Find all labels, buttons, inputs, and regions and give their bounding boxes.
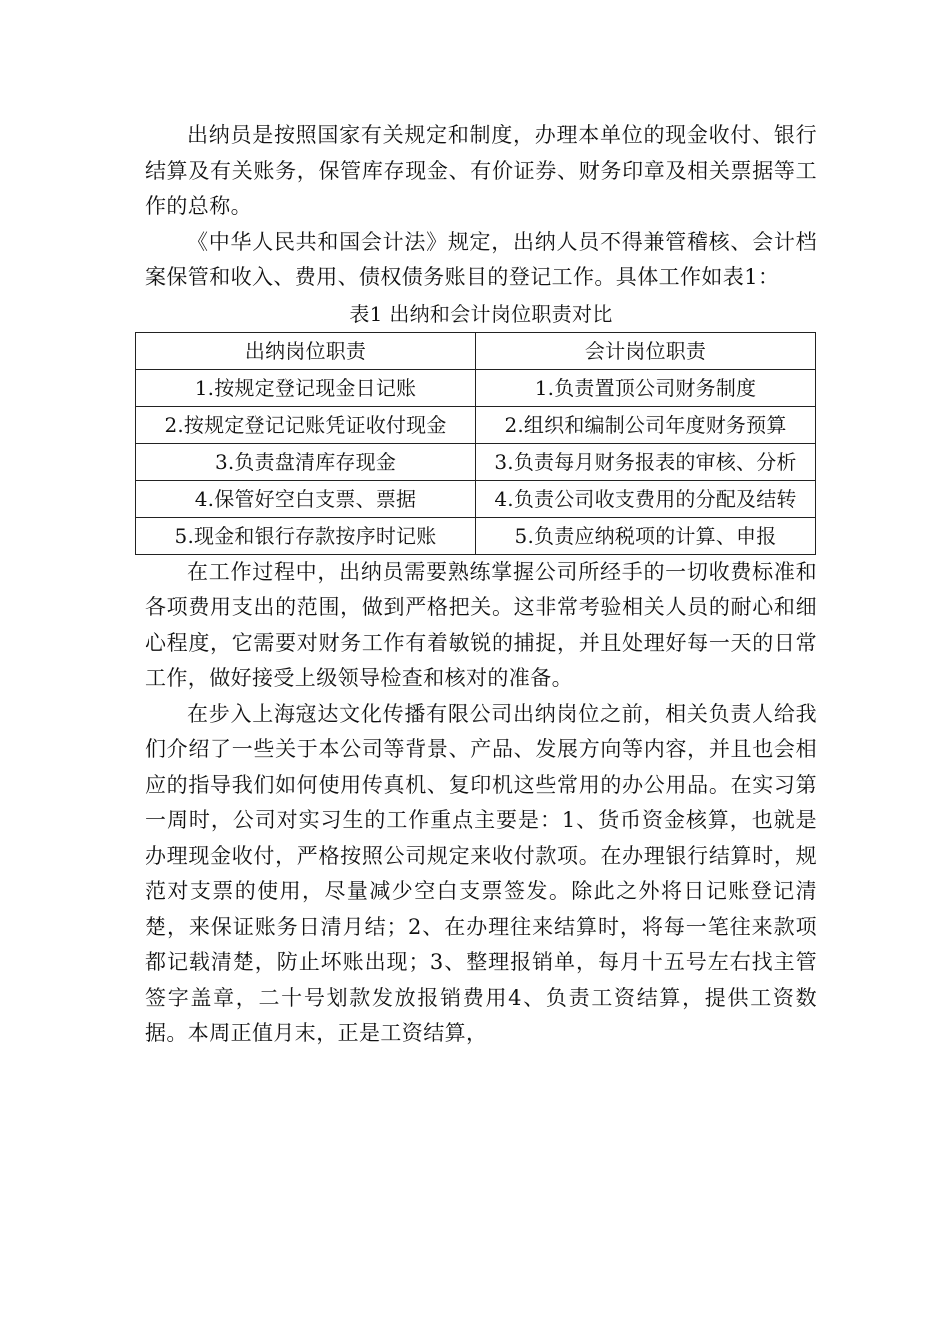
duty-comparison-table (135, 332, 816, 555)
cashier-duty-cell: 2.按规定登记记账凭证收付现金 (136, 406, 476, 443)
table-row (136, 517, 816, 554)
accountant-duty-cell: 4.负责公司收支费用的分配及结转 (476, 480, 816, 517)
cashier-duty-cell: 5.现金和银行存款按序时记账 (136, 517, 476, 554)
accountant-duty-cell: 1.负责置顶公司财务制度 (476, 369, 816, 406)
table-row (136, 369, 816, 406)
cashier-duty-cell: 4.保管好空白支票、票据 (136, 480, 476, 517)
table-row (136, 443, 816, 480)
table-header-row (136, 332, 816, 369)
paragraph-accounting-law: 《中华人民共和国会计法》规定，出纳人员不得兼管稽核、会计档案保管和收入、费用、债权债务账目的登记工作。具体工作如表1： (145, 229, 817, 289)
cashier-duty-cell: 1.按规定登记现金日记账 (136, 369, 476, 406)
header-cashier-duties: 出纳岗位职责 (136, 332, 476, 369)
accountant-duty-cell: 5.负责应纳税项的计算、申报 (476, 517, 816, 554)
table-caption: 表1 出纳和会计岗位职责对比 (349, 301, 613, 326)
paragraph-internship-duties: 在步入上海寇达文化传播有限公司出纳岗位之前，相关负责人给我们介绍了一些关于本公司等背景、产品、发展方向等内容，并且也会相应的指导我们如何使用传真机、复印机这些常用的办公用品。在实习第一周时，公司对实习生的工作重点主要是：1、货币资金核算，也就是办理现金收付，严格按照公司规定来收付款项。在办理银行结算时，规范对支票的使用，尽量减少空白支票签发。除此之外将日记账登记清楚，来保证账务日清月结；2、在办理往来结算时，将每一笔往来款项都记载清楚，防止坏账出现；3、整理报销单，每月十五号左右找主管签字盖章，二十号划款发放报销费用4、负责工资结算，提供工资数据。本周正值月末，正是工资结算， (145, 701, 817, 1045)
document-page (145, 118, 817, 1052)
cashier-duty-cell: 3.负责盘清库存现金 (136, 443, 476, 480)
table-row (136, 480, 816, 517)
paragraph-work-process: 在工作过程中，出纳员需要熟练掌握公司所经手的一切收费标准和各项费用支出的范围，做到严格把关。这非常考验相关人员的耐心和细心程度，它需要对财务工作有着敏锐的捕捉，并且处理好每一天的日常工作，做好接受上级领导检查和核对的准备。 (145, 559, 817, 690)
table-row (136, 406, 816, 443)
paragraph-cashier-definition: 出纳员是按照国家有关规定和制度，办理本单位的现金收付、银行结算及有关账务，保管库存现金、有价证券、财务印章及相关票据等工作的总称。 (145, 123, 817, 218)
accountant-duty-cell: 3.负责每月财务报表的审核、分析 (476, 443, 816, 480)
accountant-duty-cell: 2.组织和编制公司年度财务预算 (476, 406, 816, 443)
header-accountant-duties: 会计岗位职责 (476, 332, 816, 369)
